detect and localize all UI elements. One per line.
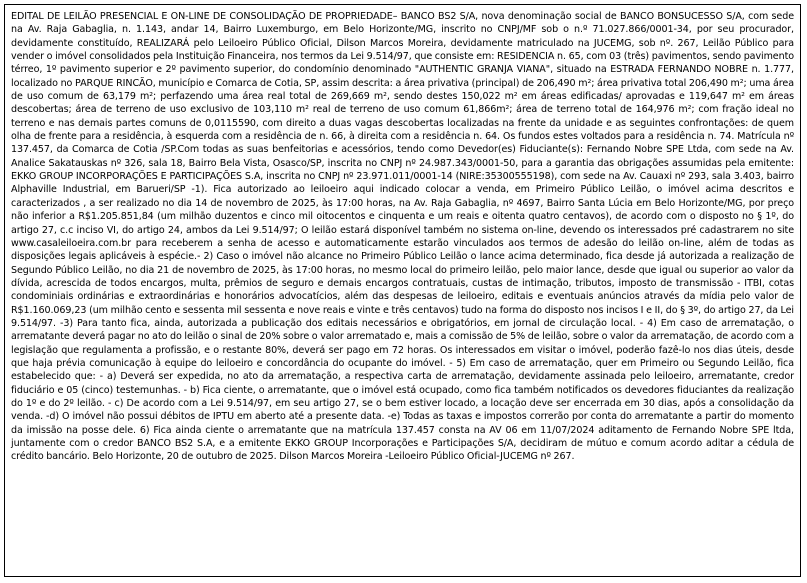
auction-notice-text: EDITAL DE LEILÃO PRESENCIAL E ON-LINE DE CONSOLIDAÇÃO DE PROPRIEDADE– BANCO BS2 S/A, nova denominação social de BANCO BONSUCESSO S/A, com sede na Av. Raja Gabaglia, n. 1.143, andar 14, Bairro Luxemburgo, em Belo Horizonte/MG, inscrito no CNPJ/MF sob o n.º 71.027.866/0001-34, por seu procurador, devidamente constituído, REALIZARÁ pelo Leiloeiro Público Oficial, Dilson Marcos Moreira, devidamente matriculado na JUCEMG, sob nº. 267, Leilão Público para vender o imóvel consolidados pela Instituição Financeira, nos termos da Lei 9.514/97, que consiste em: RESIDENCIA n. 65, com 03 (três) pavimentos, sendo pavimento térreo, 1º pavimento superior e 2º pavimento superior, do condomínio denominado "AUTHENTIC GRANJA VIANA", situado na ESTRADA FERNANDO NOBRE n. 1.777, localizado no PARQUE RINCÃO, município e Comarca de Cotia, SP, assim descrita: a área privativa (principal) de 206,490 m²; área privativa total 206,490 m²; uma área de uso comum de 63,179 m²; perfazendo uma área real total de 269,669 m², sendo destes 150,022 m² em áreas edificadas/ aprovadas e 119,647 m² em áreas descobertas; área de terreno de uso exclusivo de 103,110 m² real de terreno de uso comum 61,866m²; área de terreno total de 164,976 m²; com fração ideal no terreno e nas demais partes comuns de 0,0115590, com direito a duas vagas descobertas localizadas na frente da unidade e as seguintes confrontações: de quem olha de frente para a residência, à esquerda com a residência de n. 66, à direita com a residência n. 64. Os fundos estes voltados para a residência n. 74. Matrícula nº 137.457, da Comarca de Cotia /SP.Com todas as suas benfeitorias e acessórios, tendo como Devedor(es) Fiduciante(s): Fernando Nobre SPE Ltda, com sede na Av. Analice Sakatauskas nº 326, sala 18, Bairro Bela Vista, Osasco/SP, inscrita no CNPJ nº 24.987.343/0001-50, para a garantia das obrigações assumidas pela emitente: EKKO GROUP INCORPORAÇÕES E PARTICIPAÇÕES S.A, inscrita no CNPJ nº 23.971.011/0001-14 (NIRE:35300555198), com sede na Av. Cauaxi nº 293, sala 3.403, bairro Alphaville Industrial, em Barueri/SP -1). Fica autorizado ao leiloeiro aqui indicado colocar a venda, em Primeiro Público Leilão, o imóvel acima descritos e caracterizados , a ser realizado no dia 14 de novembro de 2025, às 17:00 horas, na Av. Raja Gabaglia, nº 4697, Bairro Santa Lúcia em Belo Horizonte/MG, por preço não inferior a R$1.205.851,84 (um milhão duzentos e cinco mil oitocentos e cinquenta e um reais e oitenta quatro centavos), de acordo com o disposto no § 1º, do artigo 27, c.c inciso VI, do artigo 24, ambos da Lei 9.514/97; O leilão estará disponível também no sistema on-line, devendo os interessados pré cadastrarem no site www.casaleiloeira.com.br para receberem a senha de acesso e automaticamente estarão vinculados aos termos de adesão do leilão on-line, além de todas as disposições legais aplicáveis à espécie.- 2) Caso o imóvel não alcance no Primeiro Público Leilão o lance acima determinado, fica desde já autorizada a realização de Segundo Público Leilão, no dia 21 de novembro de 2025, às 17:00 horas, no mesmo local do primeiro leilão, pelo maior lance, desde que igual ou superior ao valor da dívida, acrescida de todos encargos, multa, prêmios de seguro e demais encargos contratuais, custas de intimação, tributos, imposto de transmissão - ITBI, cotas condominiais ordinárias e extraordinárias e honorários advocatícios, além das despesas de leiloeiro, editais e eventuais anúncios através da mídia pelo valor de R$1.160.069,23 (um milhão cento e sessenta mil sessenta e nove reais e vinte e três centavos) tudo na forma do disposto nos incisos I e II, do § 3º, do artigo 27, da Lei 9.514/97. -3) Para tanto fica, ainda, autorizada a publicação dos editais necessários e obrigatórios, em jornal de circulação local. - 4) Em caso de arrematação, o arrematante deverá pagar no ato do leilão o sinal de 20% sobre o valor arrematado e, mais a comissão de 5% de leilão, sobre o valor da arrematação, de acordo com a legislação que regulamenta a profissão, e o restante 80%, deverá ser pago em 72 horas. Os interessados em visitar o imóvel, poderão fazê-lo nos dias úteis, desde que haja prévia comunicação à equipe do leiloeiro e concordância do ocupante do imóvel. - 5) Em caso de arrematação, quer em Primeiro ou Segundo Leilão, fica estabelecido que: - a) Deverá ser expedida, no ato da arrematação, a respectiva carta de arrematação, devidamente assinada pelo leiloeiro, arrematante, credor fiduciário e 05 (cinco) testemunhas. - b) Fica ciente, o arrematante, que o imóvel está ocupado, como fica também notificados os devedores fiduciantes da realização do 1º e do 2º leilão. - c) De acordo com a Lei 9.514/97, em seu artigo 27, se o bem estiver locado, a locação deve ser encerrada em 30 dias, após a consolidação da venda. -d) O imóvel não possui débitos de IPTU em aberto até a presente data. -e) Todas as taxas e impostos correrão por conta do arrematante a partir do momento da imissão na posse dele. 6) Fica ainda ciente o arrematante que na matrícula 137.457 consta na AV 06 em 11/07/2024 aditamento de Fernando Nobre SPE ltda, juntamente com o credor BANCO BS2 S.A, e a emitente EKKO GROUP Incorporações e Participações S/A, decidiram de mútuo e comum acordo aditar a cédula de crédito bancário. Belo Horizonte, 20 de outubro de 2025. Dilson Marcos Moreira -Leiloeiro Público Oficial-JUCEMG nº 267. (11, 11, 794, 463)
auction-notice-box (4, 4, 801, 577)
